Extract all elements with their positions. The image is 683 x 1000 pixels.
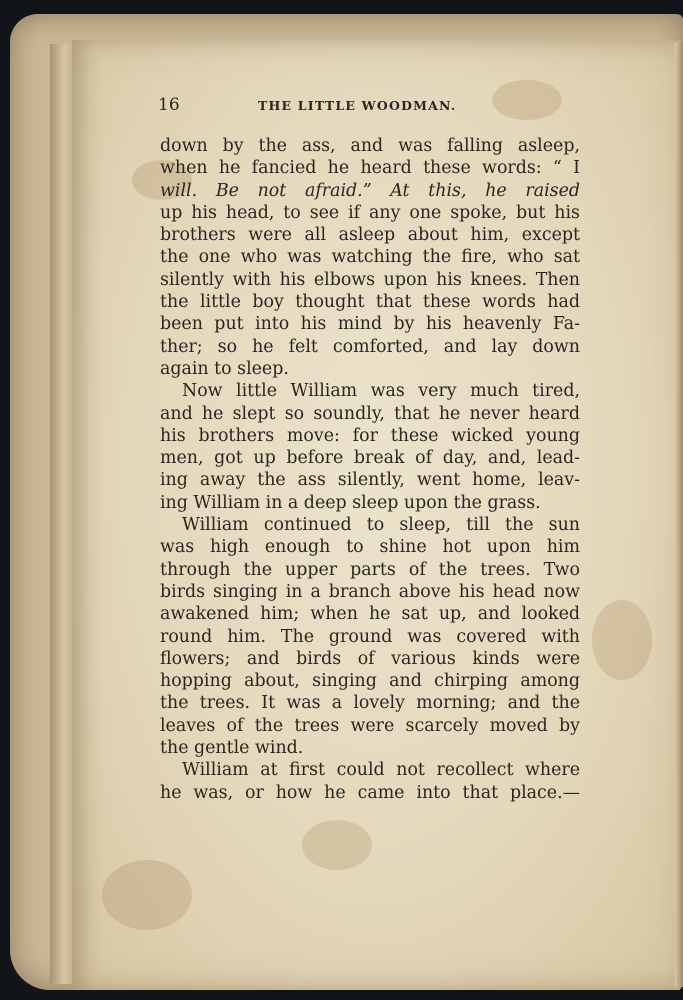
paragraph-end-line: again to sleep. xyxy=(160,358,289,379)
text-line: flowers; and birds of various kinds were xyxy=(160,648,580,669)
text-line: hopping about, singing and chirping among xyxy=(160,671,580,692)
stain xyxy=(102,860,192,930)
paragraph-end-line: ing William in a deep sleep upon the grass. xyxy=(160,492,541,513)
text-line: when he fancied he heard these words: “ I xyxy=(160,158,580,179)
page-number: 16 xyxy=(158,95,180,115)
page-fore-edge xyxy=(675,42,683,987)
text-line: was high enough to shine hot upon him xyxy=(160,537,580,558)
running-title: THE LITTLE WOODMAN. xyxy=(258,98,457,113)
stain xyxy=(302,820,372,870)
text-line: been put into his mind by his heavenly Fa- xyxy=(160,314,580,335)
paragraph-first-line: Now little William was very much tired, xyxy=(182,381,580,402)
text-line: birds singing in a branch above his head now xyxy=(160,581,580,602)
text-line: up his head, to see if any one spoke, but his xyxy=(160,202,580,223)
text-line: the one who was watching the fire, who sat xyxy=(160,247,580,268)
paragraph-first-line: William at first could not recollect where xyxy=(182,760,580,781)
paragraph-first-line: William continued to sleep, till the sun xyxy=(182,515,580,536)
text-line: and he slept so soundly, that he never heard xyxy=(160,403,580,424)
stain xyxy=(592,600,652,680)
text-line: silently with his elbows upon his knees. Then xyxy=(160,269,580,290)
text-line-italic: will. Be not afraid.” At this, he raised xyxy=(160,180,580,201)
page-header xyxy=(158,95,588,119)
text-line: the little boy thought that these words had xyxy=(160,292,580,313)
text-line: down by the ass, and was falling asleep, xyxy=(160,136,580,156)
paragraph-end-line: the gentle wind. xyxy=(160,738,304,759)
text-line: his brothers move: for these wicked young xyxy=(160,425,580,446)
text-line xyxy=(160,180,580,202)
text-line: round him. The ground was covered with xyxy=(160,626,580,647)
text-line: the trees. It was a lovely morning; and the xyxy=(160,693,580,714)
body-text xyxy=(160,135,580,804)
text-line: ing away the ass silently, went home, leav- xyxy=(160,470,580,491)
text-line: ther; so he felt comforted, and lay down xyxy=(160,336,580,357)
book-spine xyxy=(50,44,74,984)
text-line: men, got up before break of day, and, lead- xyxy=(160,448,580,469)
text-line: awakened him; when he sat up, and looked xyxy=(160,604,580,625)
text-line: through the upper parts of the trees. Two xyxy=(160,559,580,580)
text-line: brothers were all asleep about him, except xyxy=(160,225,580,246)
text-line: leaves of the trees were scarcely moved by xyxy=(160,715,580,736)
text-line: he was, or how he came into that place.— xyxy=(160,782,580,803)
